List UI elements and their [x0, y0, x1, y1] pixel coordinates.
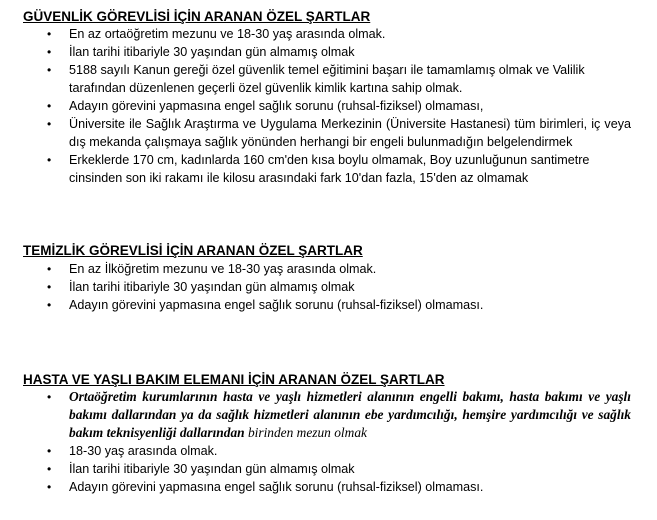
list-cleaning-requirements [0, 260, 657, 314]
bullet-icon: • [47, 27, 52, 41]
list-care-requirements [0, 388, 657, 496]
section-title-security: GÜVENLİK GÖREVLİSİ İÇİN ARANAN ÖZEL ŞARTLAR [23, 9, 371, 24]
section-title-cleaning: TEMİZLİK GÖREVLİSİ İÇİN ARANAN ÖZEL ŞARTLAR [23, 243, 363, 258]
bullet-icon: • [47, 298, 52, 312]
list-item: • Adayın görevini yapmasına engel sağlık sorunu (ruhsal-fiziksel) olmaması, [47, 99, 484, 113]
list-item: • Adayın görevini yapmasına engel sağlık sorunu (ruhsal-fiziksel) olmaması. [47, 480, 484, 494]
list-item: • İlan tarihi itibariyle 30 yaşından gün almamış olmak [47, 462, 355, 476]
bullet-icon: • [47, 390, 52, 404]
list-item: • 18-30 yaş arasında olmak. [47, 444, 218, 458]
bullet-icon: • [47, 444, 52, 458]
list-item: • İlan tarihi itibariyle 30 yaşından gün almamış olmak [47, 280, 355, 294]
list-item: • Erkeklerde 170 cm, kadınlarda 160 cm'den kısa boylu olmamak, Boy uzunluğunun santimetre cinsinden son iki rakamı ile kilosu arasındaki fark 10'dan fazla, 15'den az olmamak [47, 153, 590, 185]
list-item: • Üniversite ile Sağlık Araştırma ve Uygulama Merkezinin (Üniversite Hastanesi) tüm birimleri, iç veya dış mekanda çalışmaya sağlık yönünden herhangi bir engeli bulunmadığın belgelendirmek [47, 117, 631, 149]
bullet-icon: • [47, 280, 52, 294]
list-item: • 5188 sayılı Kanun gereği özel güvenlik temel eğitimini başarı ile tamamlamış olmak ve Valilik tarafından düzenlenen geçerli özel güvenlik kimlik kartına sahip olmak. [47, 63, 585, 95]
bullet-icon: • [47, 99, 52, 113]
list-security-requirements [0, 25, 657, 187]
list-item: • Adayın görevini yapmasına engel sağlık sorunu (ruhsal-fiziksel) olmaması. [47, 298, 484, 312]
bullet-icon: • [47, 63, 52, 77]
list-item: • En az ortaöğretim mezunu ve 18-30 yaş arasında olmak. [47, 27, 386, 41]
bullet-icon: • [47, 262, 52, 276]
bullet-icon: • [47, 462, 52, 476]
list-item: • Ortaöğretim kurumlarının hasta ve yaşlı hizmetleri alanının engelli bakımı, hasta bakımı ve yaşlı bakımı dallarından ya da sağlık hizmetleri alanının ebe yardımcılığı, hemşire yardımcılığı ve sağlık bakım teknisyenliği dallarından birinden mezun olmak [47, 389, 631, 440]
bullet-icon: • [47, 153, 52, 167]
bullet-icon: • [47, 480, 52, 494]
list-item: • İlan tarihi itibariyle 30 yaşından gün almamış olmak [47, 45, 355, 59]
bullet-icon: • [47, 117, 52, 131]
bullet-icon: • [47, 45, 52, 59]
list-item: • En az İlköğretim mezunu ve 18-30 yaş arasında olmak. [47, 262, 377, 276]
section-title-patient-elderly-care: HASTA VE YAŞLI BAKIM ELEMANI İÇİN ARANAN ÖZEL ŞARTLAR [23, 372, 445, 387]
